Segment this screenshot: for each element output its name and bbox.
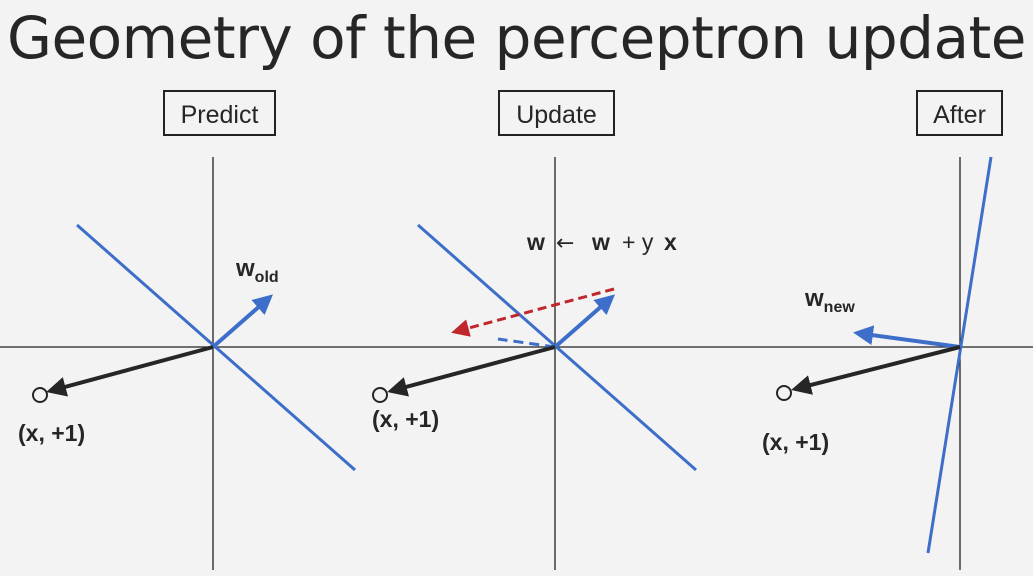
panel-label-predict: Predict bbox=[163, 90, 276, 136]
after-w-new-vector bbox=[857, 333, 960, 347]
after-w-new-label: $w_{new}$ bbox=[805, 285, 855, 316]
svg-text:w: w bbox=[592, 229, 610, 255]
predict-point-label: (x, +1) bbox=[18, 420, 86, 446]
svg-text:w: w bbox=[527, 229, 545, 255]
update-data-vector bbox=[391, 347, 555, 391]
after-data-vector bbox=[795, 347, 960, 389]
hollow-circle-icon bbox=[33, 388, 47, 402]
svg-text:+ y: + y bbox=[622, 229, 654, 255]
panel-label-update: Update bbox=[498, 90, 615, 136]
update-point-label: (x, +1) bbox=[372, 406, 440, 432]
predict-w-old-vector bbox=[213, 297, 270, 347]
predict-panel bbox=[18, 157, 355, 570]
svg-text:x: x bbox=[664, 229, 677, 255]
after-point-label: (x, +1) bbox=[762, 429, 830, 455]
svg-text:←: ← bbox=[556, 231, 575, 256]
update-w-old-vector bbox=[555, 297, 612, 347]
after-panel bbox=[762, 157, 991, 570]
slide-title: Geometry of the perceptron update bbox=[7, 4, 1026, 72]
predict-w-old-label: $w_{old}$ bbox=[236, 255, 279, 286]
update-rule bbox=[526, 229, 677, 256]
hollow-circle-icon bbox=[777, 386, 791, 400]
panel-label-after: After bbox=[916, 90, 1003, 136]
predict-data-vector bbox=[50, 347, 213, 391]
update-panel bbox=[372, 157, 696, 570]
hollow-circle-icon bbox=[373, 388, 387, 402]
